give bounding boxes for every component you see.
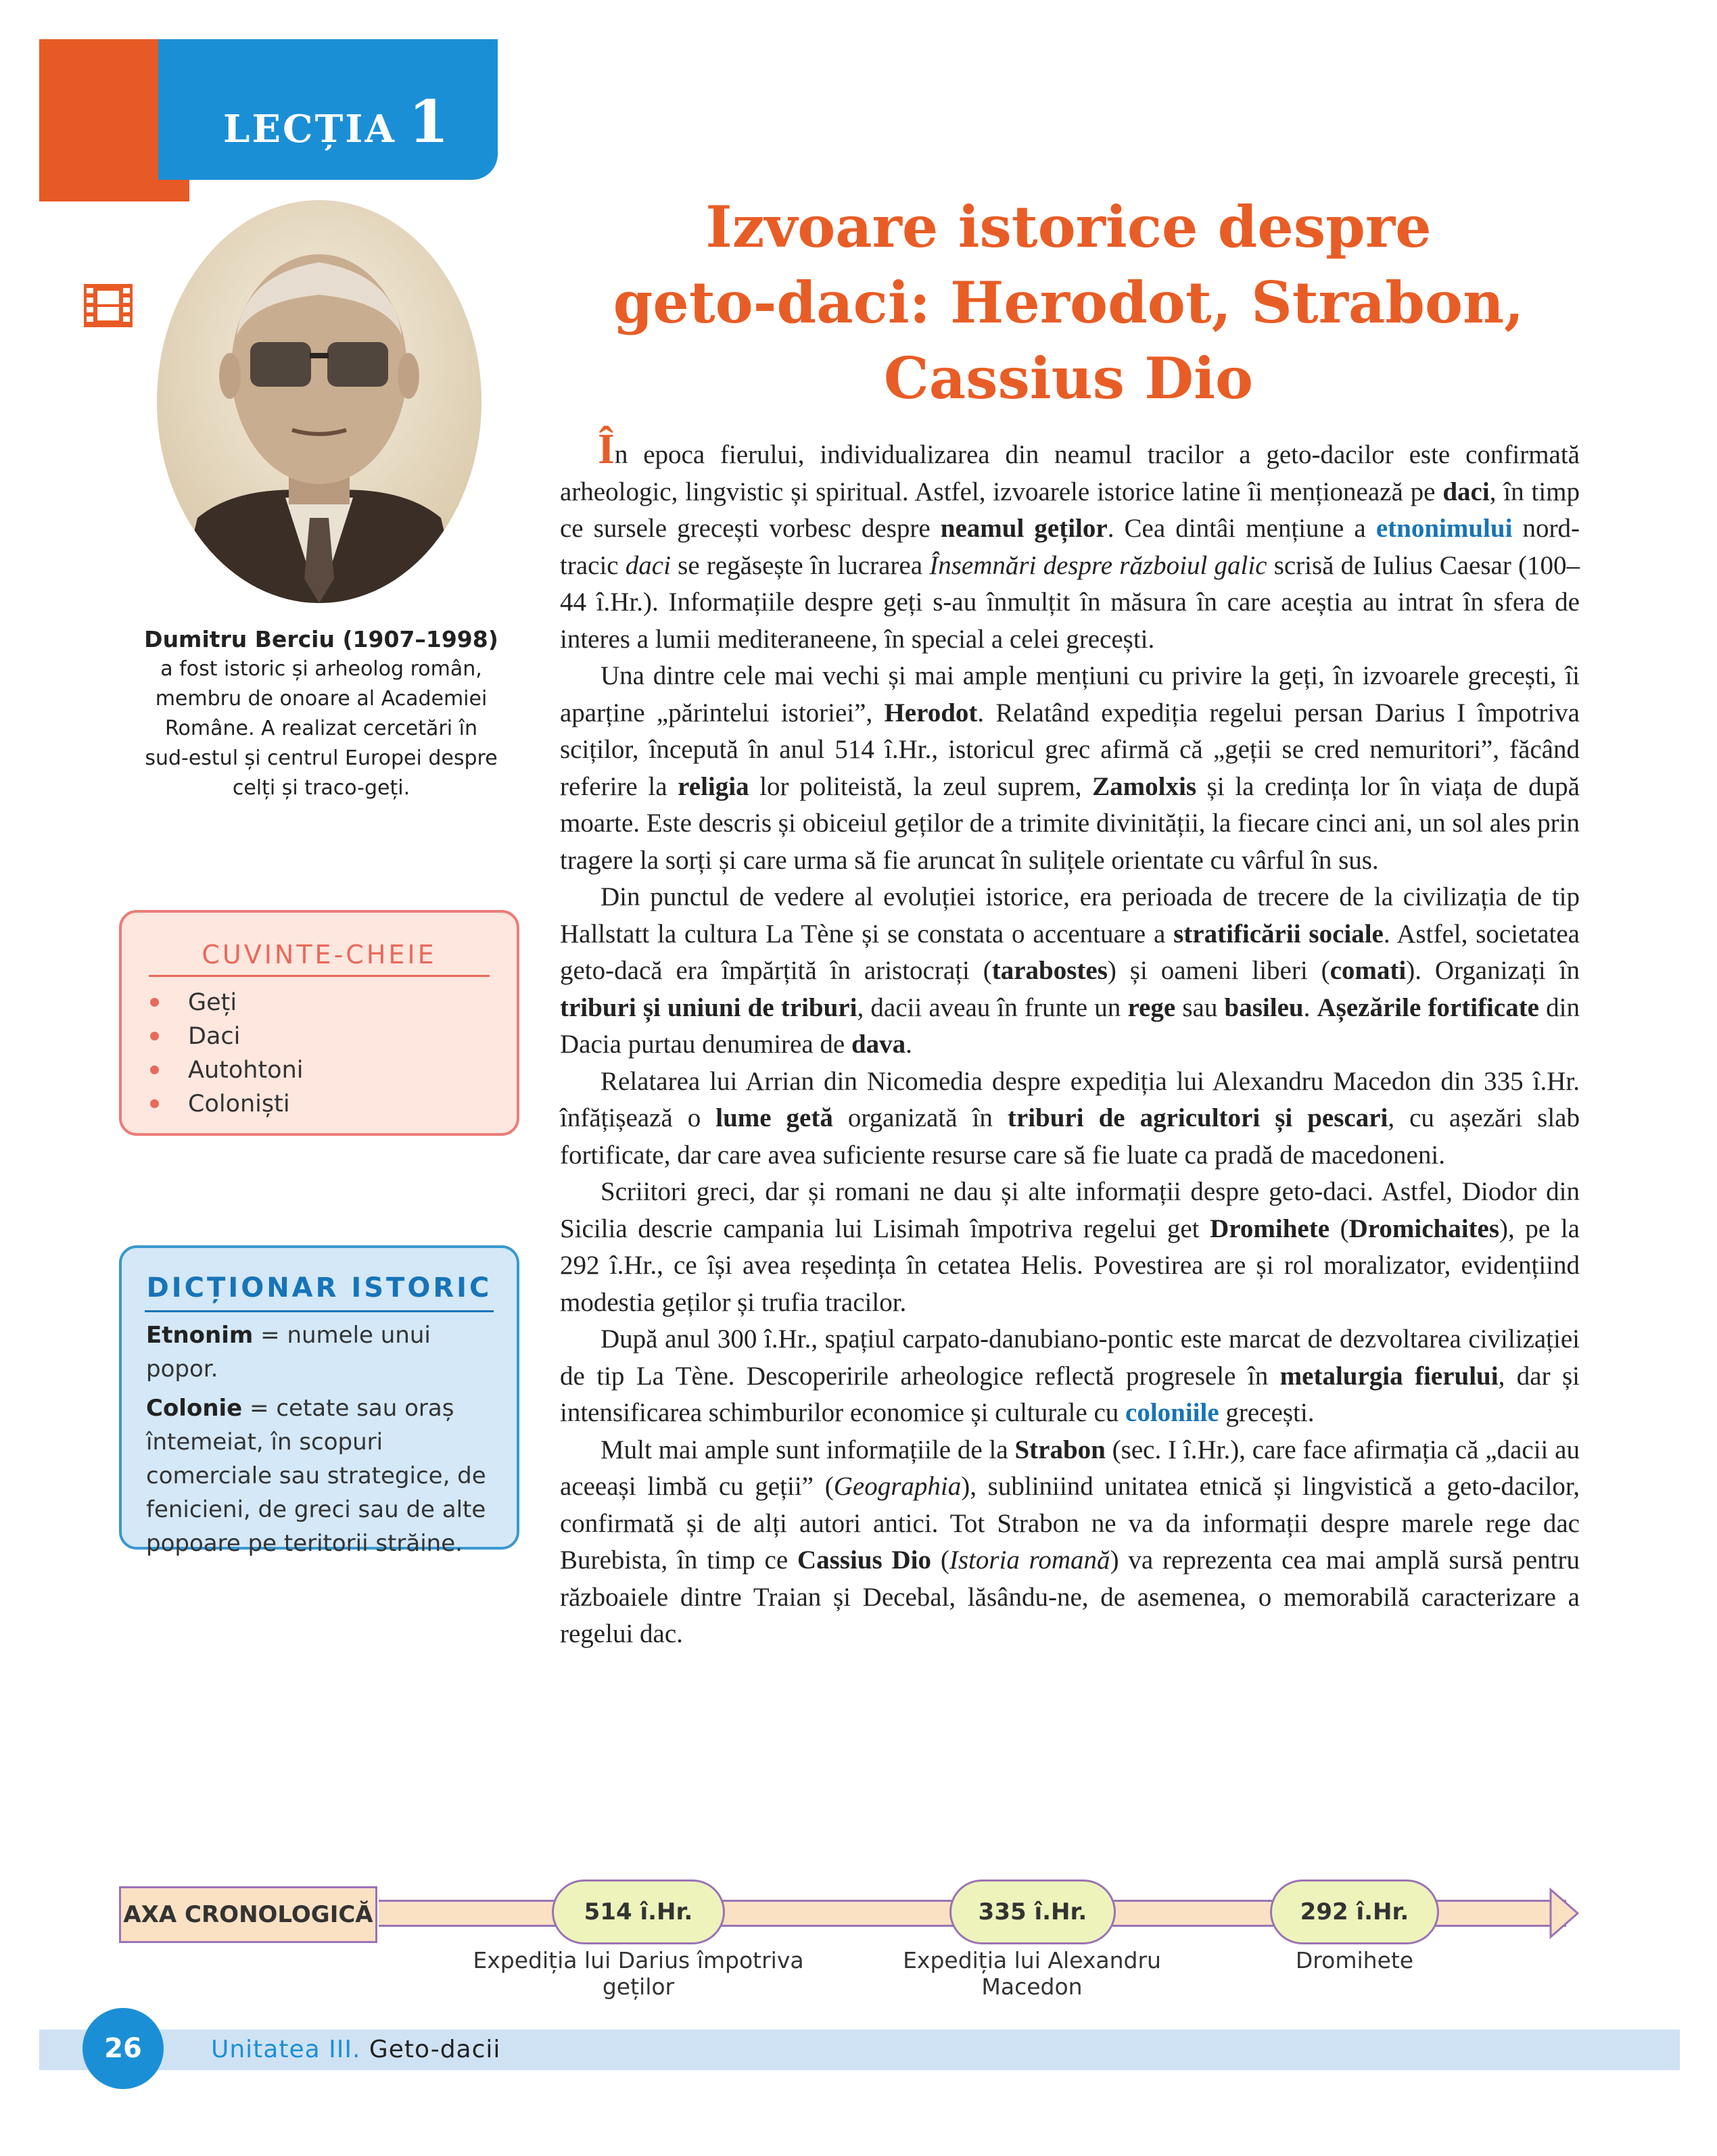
timeline-caption: Expediția lui Alexandru Macedon xyxy=(903,1947,1161,2000)
dictionary-term: Colonie xyxy=(146,1395,243,1422)
dictionary-entries xyxy=(146,1318,503,1566)
lesson-label xyxy=(223,88,451,156)
text-run: scrisă de Iulius Caesar (100–44 î.Hr.). Informațiile despre geți s-au înmulțit în măsura în care aceștia au intrat în sfera de interes a lumii mediteraneene, în special a celei grecești. xyxy=(560,550,1580,654)
text-run: ( xyxy=(931,1546,949,1575)
caption-line: celți și traco-geți. xyxy=(232,776,410,800)
body-paragraph xyxy=(560,1174,1580,1321)
timeline-date: 514 î.Hr. xyxy=(552,1879,725,1944)
bold-term: triburi și uniuni de triburi xyxy=(560,992,857,1022)
caption-line: sud-estul și centrul Europei despre xyxy=(145,746,498,770)
text-run: , cu așezări slab fortificate, dar care avea suficiente resurse care să fie luate ca pradă de macedoneni. xyxy=(560,1103,1580,1170)
text-run: . Astfel, societatea geto-dacă era împărțită în aristocrați ( xyxy=(560,919,1580,985)
caption-name: Dumitru Berciu (1907–1998) xyxy=(144,626,498,652)
portrait-photo xyxy=(157,200,481,603)
dictionary-entry xyxy=(146,1391,503,1560)
text-run: nord-tracic xyxy=(560,514,1580,580)
bullet-dot-icon xyxy=(150,1065,159,1074)
caption-line: a fost istoric și arheolog român, xyxy=(160,657,482,681)
dictionary-definition: = numele unui popor. xyxy=(146,1322,431,1383)
body-text xyxy=(560,425,1580,1653)
text-run: . Relatând expediția regelui persan Darius I împotriva sciților, începută în anul 514 î.Hr., istoricul grec afirmă că „geții se cred nemuritori”, făcând referire la xyxy=(560,698,1580,801)
page-title xyxy=(568,189,1569,416)
bullet-dot-icon xyxy=(150,1099,159,1108)
film-icon[interactable] xyxy=(81,279,135,333)
italic-text: Geographia xyxy=(833,1472,962,1501)
body-paragraph xyxy=(560,658,1580,879)
bold-term: tarabostes xyxy=(991,956,1108,985)
bold-term: rege xyxy=(1127,992,1176,1022)
keywords-title: CUVINTE-CHEIE xyxy=(202,940,437,969)
title-line: Cassius Dio xyxy=(883,345,1254,412)
text-run: Scriitori greci, dar și romani ne dau și alte informații despre geto-daci. Astfel, Diodor din Sicilia descrie campania lui Lisimah împotriva regelui get xyxy=(560,1177,1580,1243)
text-run: grecești. xyxy=(1219,1398,1315,1427)
text-run: . Cea dintâi mențiune a xyxy=(1107,514,1376,543)
bold-term: Așezările fortificate xyxy=(1317,992,1539,1022)
keyword-item xyxy=(150,986,304,1020)
text-run: sau xyxy=(1175,992,1225,1022)
dictionary-divider xyxy=(145,1310,494,1312)
bold-term: dava xyxy=(851,1030,906,1059)
bold-term: Zamolxis xyxy=(1092,771,1197,801)
bold-term: lume getă xyxy=(715,1103,833,1132)
body-paragraph xyxy=(560,425,1580,658)
portrait-caption xyxy=(101,625,541,803)
text-run: , dacii aveau în frunte un xyxy=(857,992,1128,1022)
keyword-item xyxy=(150,1087,304,1121)
portrait-illustration xyxy=(157,200,481,603)
dictionary-entry xyxy=(146,1318,503,1386)
text-run: ( xyxy=(1330,1214,1349,1243)
text-run: din Dacia purtau denumirea de xyxy=(560,992,1580,1059)
caption-line: membru de onoare al Academiei xyxy=(155,687,488,711)
text-run: ). Organizați în xyxy=(1406,956,1580,985)
text-run: , în timp ce sursele grecești vorbesc despre xyxy=(560,477,1580,543)
body-paragraph xyxy=(560,1432,1580,1653)
text-run: organizată în xyxy=(832,1103,1008,1132)
bold-term: metalurgia fierului xyxy=(1279,1361,1499,1391)
text-run: . xyxy=(905,1030,912,1059)
dictionary-box xyxy=(119,1245,519,1557)
text-run: n epoca fierului, individualizarea din neamul tracilor a geto-dacilor este confirmată arheologic, lingvistic și spiritual. Astfel, izvoarele istorice latine îi menționează pe xyxy=(560,440,1580,506)
keywords-divider xyxy=(149,975,490,977)
page-number: 26 xyxy=(83,2008,164,2089)
text-run: lor politeistă, la zeul suprem, xyxy=(749,771,1093,801)
glossary-term: coloniile xyxy=(1125,1398,1219,1427)
dictionary-definition: = cetate sau oraș întemeiat, în scopuri comerciale sau strategice, de fenicieni, de greci sau de alte popoare pe teritorii străine. xyxy=(146,1395,486,1557)
unit-title: Geto-dacii xyxy=(369,2036,501,2063)
text-run: , dar și intensificarea schimburilor economice și culturale cu xyxy=(560,1361,1580,1427)
keyword-label: Autohtoni xyxy=(188,1057,304,1084)
italic-text: daci xyxy=(625,550,671,580)
bold-term: religia xyxy=(678,771,749,801)
timeline-date: 292 î.Hr. xyxy=(1270,1879,1439,1944)
keyword-item xyxy=(150,1020,304,1053)
body-paragraph xyxy=(560,1321,1580,1432)
bold-term: Dromichaites xyxy=(1348,1214,1500,1243)
text-run: Una dintre cele mai vechi și mai ample mențiuni cu privire la geți, în izvoarele grecești, îi aparține „părintelui istoriei”, xyxy=(560,661,1580,727)
bold-term: neamul geților xyxy=(940,514,1108,543)
keyword-label: Daci xyxy=(188,1023,241,1050)
text-run: După anul 300 î.Hr., spațiul carpato-danubiano-pontic este marcat de dezvoltarea civilizației de tip La Tène. Descoperirile arheologice reflectă progresele în xyxy=(560,1324,1580,1391)
bold-term: stratificării sociale xyxy=(1173,919,1384,949)
keyword-item xyxy=(150,1053,304,1087)
title-line: Izvoare istorice despre xyxy=(705,193,1432,260)
italic-text: Istoria romană xyxy=(949,1546,1110,1575)
caption-line: Române. A realizat cercetări în xyxy=(165,717,477,740)
text-run: Din punctul de vedere al evoluției istorice, era perioada de trecere de la civilizația de tip Hallstatt la cultura La Tène și se constata o accentuare a xyxy=(560,882,1580,949)
timeline-date: 335 î.Hr. xyxy=(949,1879,1116,1944)
text-run: ), pe la 292 î.Hr., ce își avea reședința în cetatea Helis. Povestirea are și rol moralizator, evidențiind modestia geților și trufia tracilor. xyxy=(560,1214,1580,1317)
keywords-list xyxy=(150,986,304,1121)
body-paragraph xyxy=(560,1063,1580,1174)
bullet-dot-icon xyxy=(150,1032,159,1040)
bold-term: Strabon xyxy=(1014,1435,1106,1464)
lesson-number: 1 xyxy=(408,88,451,156)
text-run: Relatarea lui Arrian din Nicomedia despre expediția lui Alexandru Macedon din 335 î.Hr. înfățișează o xyxy=(560,1066,1580,1132)
glossary-term: etnonimului xyxy=(1375,514,1513,543)
text-run: Mult mai ample sunt informațiile de la xyxy=(601,1435,1015,1464)
text-run: ), subliniind unitatea etnică și lingvistică a geto-dacilor, confirmată și de alți autori antici. Tot Strabon ne va da informații despre marele rege dac Burebista, în timp ce xyxy=(560,1472,1580,1575)
bullet-dot-icon xyxy=(150,998,159,1007)
text-run: . xyxy=(1303,992,1317,1022)
timeline-arrow-icon xyxy=(1549,1888,1580,1939)
text-run: se regăsește în lucrarea xyxy=(670,550,930,580)
keyword-label: Geți xyxy=(188,989,237,1016)
text-run: ) va reprezenta cea mai amplă sursă pentru războaiele dintre Traian și Decebal, lăsându-ne, de asemenea, o memorabilă caracterizare a regelui dac. xyxy=(560,1546,1580,1648)
timeline-label: AXA CRONOLOGICĂ xyxy=(119,1886,377,1943)
lesson-word: LECȚIA xyxy=(223,107,396,151)
unit-number: Unitatea III. xyxy=(211,2036,361,2063)
dictionary-term: Etnonim xyxy=(146,1322,254,1349)
bold-term: triburi de agricultori și pescari xyxy=(1007,1103,1388,1132)
title-line: geto-daci: Herodot, Strabon, xyxy=(613,269,1524,336)
text-run: și la credința lor în viața de după moarte. Este descris și obiceiul geților de a trimite divinității, la fiecare cinci ani, un sol ales prin tragere la sorți și care urma să fie aruncat în sulițele orientate cu vârful în sus. xyxy=(560,771,1580,875)
keyword-label: Coloniști xyxy=(188,1091,290,1118)
bold-term: basileu xyxy=(1224,992,1304,1022)
body-paragraph xyxy=(560,879,1580,1063)
bold-term: Herodot xyxy=(884,698,978,727)
bold-term: Dromihete xyxy=(1210,1214,1330,1243)
bold-term: daci xyxy=(1442,477,1490,506)
bold-term: comati xyxy=(1330,956,1407,985)
timeline-caption: Expediția lui Darius împotriva geților xyxy=(473,1947,804,2000)
timeline-caption: Dromihete xyxy=(1295,1947,1414,1973)
footer-unit xyxy=(211,2032,500,2067)
drop-cap: Î xyxy=(598,425,615,473)
italic-text: Însemnări despre războiul galic xyxy=(929,550,1267,580)
bold-term: Cassius Dio xyxy=(797,1546,932,1575)
keywords-box xyxy=(119,910,519,1136)
text-run: (sec. I î.Hr.), care face afirmația că „dacii au aceeași limbă cu geții” ( xyxy=(560,1435,1580,1501)
text-run: ) și oameni liberi ( xyxy=(1107,956,1330,985)
dictionary-title: DICȚIONAR ISTORIC xyxy=(146,1272,492,1303)
